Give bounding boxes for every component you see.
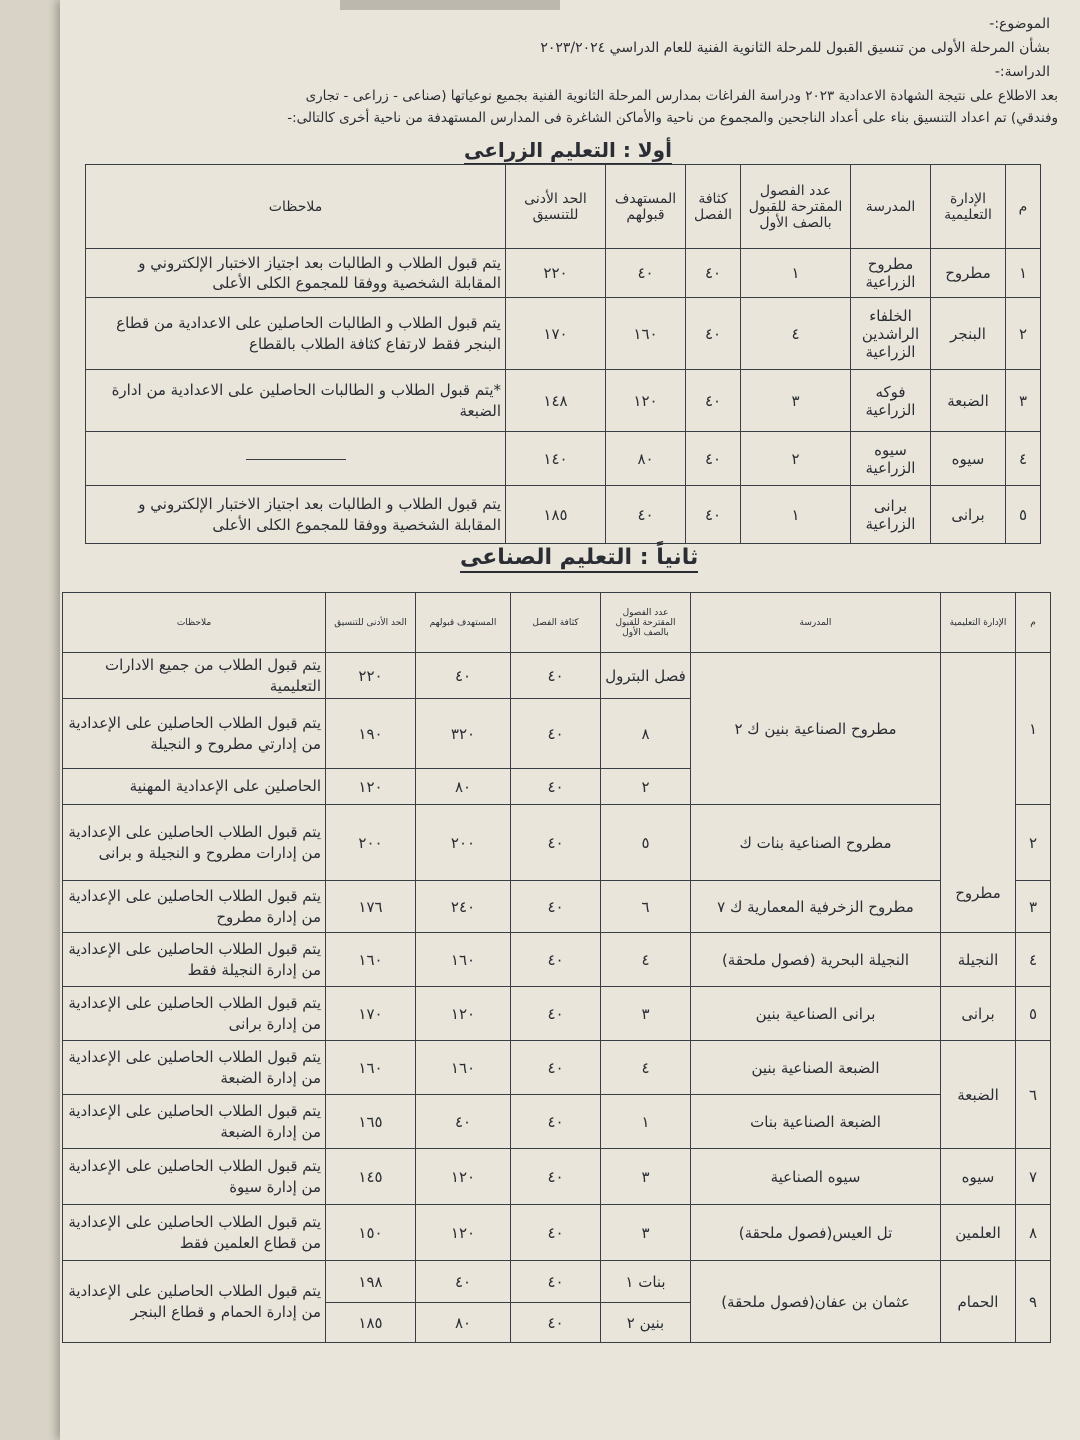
cell-school: الضبعة الصناعية بنات	[691, 1095, 941, 1149]
cell-density: ٤٠	[686, 486, 741, 544]
cell-school: الخلفاء الراشدين الزراعية	[851, 298, 931, 370]
cell-admin: البنجر	[931, 298, 1006, 370]
cell-target: ١٢٠	[416, 1149, 511, 1205]
cell-notes: يتم قبول الطلاب الحاصلين على الإعدادية من إدارة الضبعة	[63, 1041, 326, 1095]
cell-target: ٨٠	[416, 1303, 511, 1343]
cell-density: ٤٠	[511, 1095, 601, 1149]
col-school: المدرسة	[851, 165, 931, 249]
col-school: المدرسة	[691, 593, 941, 653]
cell-m: ٢	[1006, 298, 1041, 370]
cell-density: ٤٠	[511, 1303, 601, 1343]
col-m: م	[1016, 593, 1051, 653]
cell-classes: ٣	[741, 370, 851, 432]
cell-school: برانى الصناعية بنين	[691, 987, 941, 1041]
study-label: الدراسة:-	[994, 64, 1050, 80]
study-line-2: وفندقي) تم اعداد التنسيق بناء على أعداد الناجحين والمجموع من ناحية والأماكن الشاغرة فى المدارس المستهدفة من ناحية أخرى كالتالى:-	[287, 110, 1058, 126]
cell-school: عثمان بن عفان(فصول ملحقة)	[691, 1261, 941, 1343]
table-row	[86, 432, 1041, 486]
cell-classes: ٢	[601, 769, 691, 805]
cell-school: برانى الزراعية	[851, 486, 931, 544]
cell-notes: يتم قبول الطلاب الحاصلين على الإعدادية من إدارات مطروح و النجيلة و برانى	[63, 805, 326, 881]
cell-admin: سيوه	[941, 1149, 1016, 1205]
table-row	[86, 298, 1041, 370]
ind-table	[62, 592, 1051, 1343]
cell-target: ٣٢٠	[416, 699, 511, 769]
cell-m: ٦	[1016, 1041, 1051, 1149]
col-classes: عدد الفصول المقترحة للقبول بالصف الأول	[601, 593, 691, 653]
cell-density: ٤٠	[511, 1261, 601, 1303]
cell-min: ١٤٥	[326, 1149, 416, 1205]
col-target: المستهدف قبولهم	[606, 165, 686, 249]
cell-notes: يتم قبول الطلاب الحاصلين على الإعدادية من إدارة الحمام و قطاع البنجر	[63, 1261, 326, 1343]
cell-classes: ٣	[601, 1149, 691, 1205]
cell-classes: ١	[741, 486, 851, 544]
cell-classes: ١	[741, 249, 851, 298]
cell-m: ١	[1016, 653, 1051, 805]
cell-density: ٤٠	[511, 805, 601, 881]
ind-section-title: ثانياً : التعليم الصناعى	[460, 545, 698, 573]
col-notes: ملاحظات	[86, 165, 506, 249]
cell-target: ٤٠	[416, 653, 511, 699]
cell-target: ١٢٠	[606, 370, 686, 432]
cell-min: ٢٢٠	[506, 249, 606, 298]
cell-school: مطروح الزراعية	[851, 249, 931, 298]
cell-density: ٤٠	[511, 769, 601, 805]
cell-min: ١٧٠	[506, 298, 606, 370]
col-admin: الإدارة التعليمية	[931, 165, 1006, 249]
cell-target: ١٦٠	[416, 933, 511, 987]
cell-m: ٢	[1016, 805, 1051, 881]
cell-density: ٤٠	[511, 1041, 601, 1095]
agri-header-row	[86, 165, 1041, 249]
cell-density: ٤٠	[511, 881, 601, 933]
cell-classes: ٦	[601, 881, 691, 933]
cell-density: ٤٠	[686, 249, 741, 298]
col-classes: عدد الفصول المقترحة للقبول بالصف الأول	[741, 165, 851, 249]
cell-classes: ١	[601, 1095, 691, 1149]
cell-m: ٥	[1006, 486, 1041, 544]
cell-min: ١٦٠	[326, 933, 416, 987]
cell-min: ١٩٠	[326, 699, 416, 769]
table-row	[63, 933, 1051, 987]
cell-notes: يتم قبول الطلاب الحاصلين على الإعدادية من قطاع العلمين فقط	[63, 1205, 326, 1261]
table-row	[63, 881, 1051, 933]
cell-school: تل العيس(فصول ملحقة)	[691, 1205, 941, 1261]
cell-target: ٤٠	[606, 249, 686, 298]
cell-min: ٢٠٠	[326, 805, 416, 881]
cut-off-title-line	[340, 0, 560, 10]
cell-min: ٢٢٠	[326, 653, 416, 699]
cell-classes: ٥	[601, 805, 691, 881]
cell-admin: مطروح	[931, 249, 1006, 298]
col-density: كثافة الفصل	[511, 593, 601, 653]
cell-classes: ٢	[741, 432, 851, 486]
cell-notes: يتم قبول الطلاب و الطالبات الحاصلين على الاعدادية من قطاع البنجر فقط لارتفاع كثافة الطلاب بالقطاع	[86, 298, 506, 370]
cell-density: ٤٠	[686, 370, 741, 432]
empty-dash	[246, 459, 346, 460]
ind-header-row	[63, 593, 1051, 653]
cell-notes: *يتم قبول الطلاب و الطالبات الحاصلين على الاعدادية من ادارة الضبعة	[86, 370, 506, 432]
cell-target: ١٢٠	[416, 987, 511, 1041]
cell-min: ١٧٠	[326, 987, 416, 1041]
table-row	[63, 1205, 1051, 1261]
table-row	[86, 249, 1041, 298]
cell-min: ١٤٠	[506, 432, 606, 486]
cell-m: ٤	[1016, 933, 1051, 987]
cell-school: النجيلة البحرية (فصول ملحقة)	[691, 933, 941, 987]
cell-classes: ٣	[601, 987, 691, 1041]
cell-school: الضبعة الصناعية بنين	[691, 1041, 941, 1095]
cell-notes: يتم قبول الطلاب من جميع الادارات التعليمية	[63, 653, 326, 699]
cell-classes: بنين ٢	[601, 1303, 691, 1343]
subject-text: بشأن المرحلة الأولى من تنسيق القبول للمرحلة الثانوية الفنية للعام الدراسي ٢٠٢٣/٢٠٢٤	[540, 40, 1050, 56]
cell-target: ٨٠	[416, 769, 511, 805]
cell-admin: النجيلة	[941, 933, 1016, 987]
cell-notes: يتم قبول الطلاب الحاصلين على الإعدادية من إدارة سيوة	[63, 1149, 326, 1205]
cell-target: ٤٠	[416, 1095, 511, 1149]
cell-notes: يتم قبول الطلاب الحاصلين على الإعدادية من إدارة مطروح	[63, 881, 326, 933]
cell-notes: يتم قبول الطلاب الحاصلين على الإعدادية من إدارة برانى	[63, 987, 326, 1041]
col-notes: ملاحظات	[63, 593, 326, 653]
table-row	[63, 805, 1051, 881]
col-min: الحد الأدنى للتنسيق	[506, 165, 606, 249]
cell-m: ٩	[1016, 1261, 1051, 1343]
table-row	[63, 987, 1051, 1041]
col-target: المستهدف قبولهم	[416, 593, 511, 653]
agri-table	[85, 164, 1041, 544]
table-row	[63, 1149, 1051, 1205]
cell-min: ١٨٥	[326, 1303, 416, 1343]
cell-notes: يتم قبول الطلاب الحاصلين على الإعدادية من إدارتي مطروح و النجيلة	[63, 699, 326, 769]
cell-classes: ٤	[741, 298, 851, 370]
col-density: كثافة الفصل	[686, 165, 741, 249]
cell-admin: برانى	[931, 486, 1006, 544]
cell-admin: العلمين	[941, 1205, 1016, 1261]
cell-classes: ٤	[601, 933, 691, 987]
cell-min: ١٩٨	[326, 1261, 416, 1303]
cell-min: ١٦٠	[326, 1041, 416, 1095]
table-row	[63, 653, 1051, 699]
subject-label: الموضوع:-	[989, 16, 1050, 32]
cell-target: ٢٠٠	[416, 805, 511, 881]
cell-admin: الضبعة	[931, 370, 1006, 432]
cell-density: ٤٠	[511, 933, 601, 987]
study-line-1: بعد الاطلاع على نتيجة الشهادة الاعدادية ٢٠٢٣ ودراسة الفراغات بمدارس المرحلة الثانوية الفنية بجميع نوعياتها (صناعى - زراعى - تجارى	[305, 88, 1058, 104]
col-min: الحد الأدنى للتنسيق	[326, 593, 416, 653]
cell-m: ٣	[1016, 881, 1051, 933]
cell-school: مطروح الصناعية بنات ك	[691, 805, 941, 881]
cell-admin: الحمام	[941, 1261, 1016, 1343]
cell-target: ٨٠	[606, 432, 686, 486]
cell-target: ٤٠	[416, 1261, 511, 1303]
cell-min: ١٤٨	[506, 370, 606, 432]
cell-min: ١٢٠	[326, 769, 416, 805]
table-row	[63, 1095, 1051, 1149]
agri-section-title: أولا : التعليم الزراعى	[464, 138, 672, 165]
cell-admin: برانى	[941, 987, 1016, 1041]
table-row	[63, 1261, 1051, 1303]
cell-admin: سيوه	[931, 432, 1006, 486]
cell-density: ٤٠	[686, 432, 741, 486]
adjacent-page-edge	[0, 0, 60, 1440]
cell-classes: فصل البترول	[601, 653, 691, 699]
cell-school: سيوه الصناعية	[691, 1149, 941, 1205]
cell-admin: الضبعة	[941, 1041, 1016, 1149]
cell-classes: بنات ١	[601, 1261, 691, 1303]
cell-density: ٤٠	[686, 298, 741, 370]
cell-m: ٣	[1006, 370, 1041, 432]
cell-target: ١٢٠	[416, 1205, 511, 1261]
cell-classes: ٤	[601, 1041, 691, 1095]
cell-min: ١٧٦	[326, 881, 416, 933]
table-row	[63, 1041, 1051, 1095]
cell-density: ٤٠	[511, 987, 601, 1041]
cell-m: ٧	[1016, 1149, 1051, 1205]
cell-m: ١	[1006, 249, 1041, 298]
cell-target: ٢٤٠	[416, 881, 511, 933]
cell-target: ١٦٠	[416, 1041, 511, 1095]
cell-density: ٤٠	[511, 1149, 601, 1205]
cell-school: مطروح الصناعية بنين ك ٢	[691, 653, 941, 805]
cell-min: ١٥٠	[326, 1205, 416, 1261]
cell-notes: يتم قبول الطلاب و الطالبات بعد اجتياز الاختبار الإلكتروني و المقابلة الشخصية ووفقا للمجموع الكلى الأعلى	[86, 486, 506, 544]
col-admin: الإدارة التعليمية	[941, 593, 1016, 653]
table-row	[86, 486, 1041, 544]
cell-admin: مطروح	[941, 653, 1016, 933]
cell-min: ١٦٥	[326, 1095, 416, 1149]
cell-notes: يتم قبول الطلاب الحاصلين على الإعدادية من إدارة النجيلة فقط	[63, 933, 326, 987]
cell-target: ١٦٠	[606, 298, 686, 370]
cell-classes: ٣	[601, 1205, 691, 1261]
cell-notes: يتم قبول الطلاب الحاصلين على الإعدادية من إدارة الضبعة	[63, 1095, 326, 1149]
cell-density: ٤٠	[511, 1205, 601, 1261]
cell-classes: ٨	[601, 699, 691, 769]
cell-m: ٨	[1016, 1205, 1051, 1261]
cell-notes-empty	[86, 432, 506, 486]
cell-density: ٤٠	[511, 653, 601, 699]
cell-target: ٤٠	[606, 486, 686, 544]
cell-notes: الحاصلين على الإعدادية المهنية	[63, 769, 326, 805]
cell-min: ١٨٥	[506, 486, 606, 544]
cell-school: فوكه الزراعية	[851, 370, 931, 432]
col-m: م	[1006, 165, 1041, 249]
cell-m: ٤	[1006, 432, 1041, 486]
cell-m: ٥	[1016, 987, 1051, 1041]
cell-school: مطروح الزخرفية المعمارية ك ٧	[691, 881, 941, 933]
cell-notes: يتم قبول الطلاب و الطالبات بعد اجتياز الاختبار الإلكتروني و المقابلة الشخصية ووفقا للمجموع الكلى الأعلى	[86, 249, 506, 298]
cell-density: ٤٠	[511, 699, 601, 769]
cell-school: سيوه الزراعية	[851, 432, 931, 486]
table-row	[86, 370, 1041, 432]
